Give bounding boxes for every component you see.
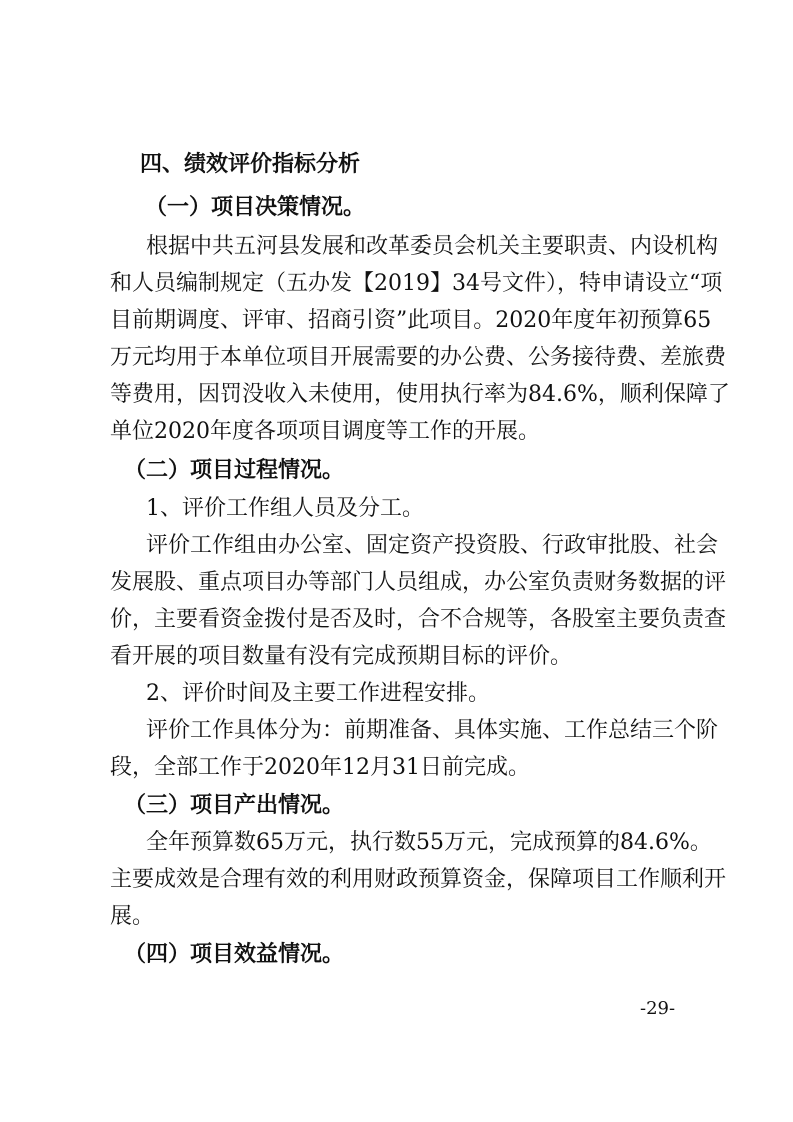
sub2-item1-line-3: 价，主要看资金拨付是否及时，合不合规等，各股室主要负责查 <box>110 607 727 632</box>
page-number: -29- <box>640 998 676 1019</box>
sub4-heading: （四）项目效益情况。 <box>124 942 345 967</box>
sub2-item1-line-2: 发展股、重点项目办等部门人员组成，办公室负责财务数据的评 <box>110 570 727 595</box>
sub2-item1-line-1: 评价工作组由办公室、固定资产投资股、行政审批股、社会 <box>146 533 719 558</box>
section-heading: 四、绩效评价指标分析 <box>140 152 361 177</box>
sub1-line-5: 等费用，因罚没收入未使用，使用执行率为84.6%，顺利保障了 <box>110 382 730 407</box>
sub1-line-1: 根据中共五河县发展和改革委员会机关主要职责、内设机构 <box>146 234 719 259</box>
sub2-heading: （二）项目过程情况。 <box>124 458 345 483</box>
sub2-item2-title: 2、评价时间及主要工作进程安排。 <box>146 681 490 706</box>
sub2-item2-line-2: 段，全部工作于2020年12月31日前完成。 <box>110 755 530 780</box>
sub1-heading: （一）项目决策情况。 <box>145 195 366 220</box>
sub3-line-1: 全年预算数65万元，执行数55万元，完成预算的84.6%。 <box>146 830 712 855</box>
sub2-item2-line-1: 评价工作具体分为：前期准备、具体实施、工作总结三个阶 <box>146 718 719 743</box>
sub3-line-2: 主要成效是合理有效的利用财政预算资金，保障项目工作顺利开 <box>110 867 727 892</box>
sub1-line-6: 单位2020年度各项项目调度等工作的开展。 <box>110 419 540 444</box>
sub2-item1-title: 1、评价工作组人员及分工。 <box>146 496 424 521</box>
sub3-line-3: 展。 <box>110 904 155 929</box>
sub1-line-3: 目前期调度、评审、招商引资”此项目。2020年度年初预算65 <box>110 308 712 333</box>
sub2-item1-line-4: 看开展的项目数量有没有完成预期目标的评价。 <box>110 644 573 669</box>
sub1-line-2: 和人员编制规定（五办发【2019】34号文件），特申请设立“项 <box>110 271 723 296</box>
sub1-line-4: 万元均用于本单位项目开展需要的办公费、公务接待费、差旅费 <box>110 345 727 370</box>
sub3-heading: （三）项目产出情况。 <box>124 793 345 818</box>
